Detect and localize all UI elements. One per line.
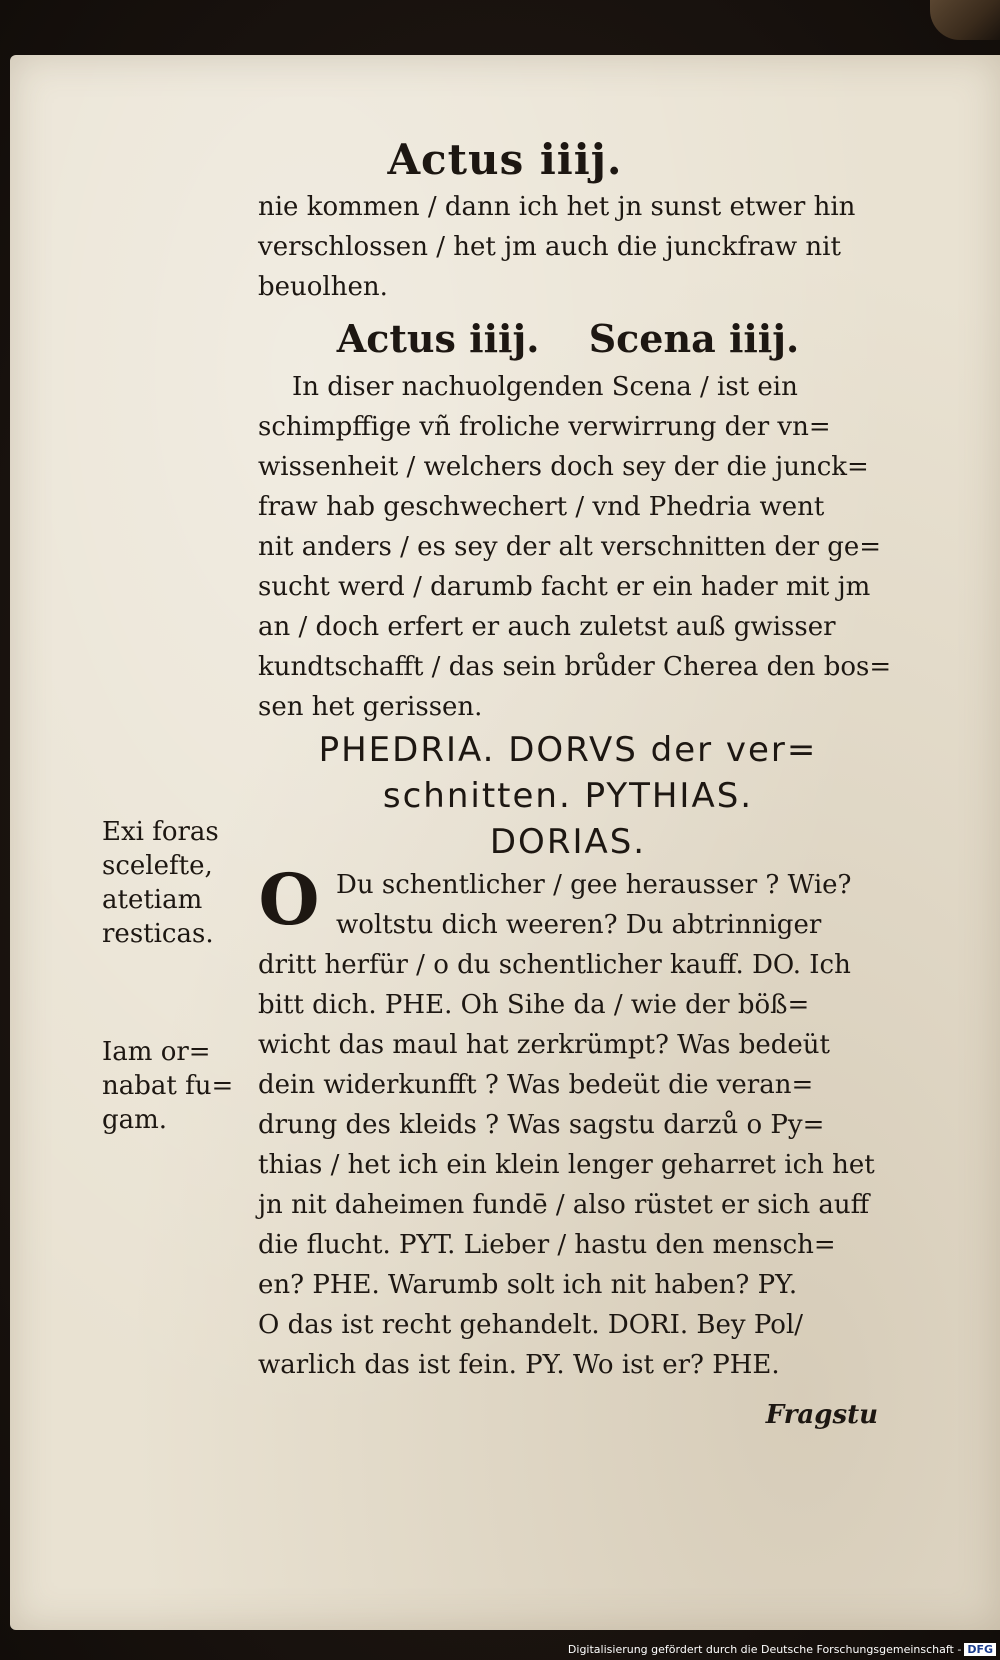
dfg-logo: DFG bbox=[964, 1643, 996, 1656]
book-page bbox=[10, 55, 1000, 1630]
catchword: Fragstu bbox=[765, 1400, 878, 1430]
credit-text: Digitalisierung gefördert durch die Deutsche Forschungsgemeinschaft - bbox=[567, 1643, 962, 1656]
dialogue-line: en? PHE. Warumb solt ich nit haben? PY. bbox=[258, 1270, 798, 1300]
dialogue-line: woltstu dich weeren? Du abtrinniger bbox=[336, 910, 822, 940]
scene-title-scene: Scena iiij. bbox=[588, 316, 800, 361]
text-line: nie kommen / dann ich het jn sunst etwer hin bbox=[258, 192, 856, 222]
cast-line: schnitten. PYTHIAS. bbox=[382, 776, 754, 816]
dialogue-line: jn nit daheimen fundē / also rüstet er sich auff bbox=[258, 1190, 870, 1220]
argument-line: sen het gerissen. bbox=[258, 692, 483, 722]
argument-line: schimpffige vñ froliche verwirrung der vn= bbox=[258, 412, 831, 442]
text-line: beuolhen. bbox=[258, 272, 388, 302]
cast-line: PHEDRIA. DORVS der ver= bbox=[318, 730, 818, 770]
scene-title bbox=[258, 307, 878, 367]
margin-note-line: Exi foras bbox=[102, 817, 219, 847]
argument-line: wissenheit / welchers doch sey der die junck= bbox=[258, 452, 869, 482]
text-line: verschlossen / het jm auch die junckfraw nit bbox=[258, 232, 841, 262]
scene-title-act: Actus iiij. bbox=[336, 316, 540, 361]
margin-note-latin bbox=[102, 1035, 252, 1137]
argument-line: fraw hab geschwechert / vnd Phedria went bbox=[258, 492, 825, 522]
dialogue-line: dein widerkunfft ? Was bedeüt die veran= bbox=[258, 1070, 814, 1100]
dialogue-line: bitt dich. PHE. Oh Sihe da / wie der böß= bbox=[258, 990, 810, 1020]
drop-cap: O bbox=[258, 858, 320, 941]
margin-note-line: atetiam bbox=[102, 885, 203, 915]
dialogue-line: wicht das maul hat zerkrümpt? Was bedeüt bbox=[258, 1030, 830, 1060]
dialogue-line: Du schentlicher / gee herausser ? Wie? bbox=[336, 870, 852, 900]
argument-line: nit anders / es sey der alt verschnitten der ge= bbox=[258, 532, 882, 562]
text-block bbox=[258, 187, 892, 1435]
digitization-credit bbox=[568, 1643, 996, 1656]
argument-line: kundtschafft / das sein brůder Cherea den bos= bbox=[258, 652, 892, 682]
argument-line: In diser nachuolgenden Scena / ist ein bbox=[292, 372, 798, 402]
dialogue-line: dritt herfür / o du schentlicher kauff. DO. Ich bbox=[258, 950, 851, 980]
running-head: Actus iiij. bbox=[387, 135, 623, 184]
argument-line: sucht werd / darumb facht er ein hader mit jm bbox=[258, 572, 871, 602]
margin-note-line: Iam or= bbox=[102, 1037, 211, 1067]
margin-note-line: scelefte, bbox=[102, 851, 213, 881]
argument-line: an / doch erfert er auch zuletst auß gwisser bbox=[258, 612, 836, 642]
margin-note-latin bbox=[102, 815, 252, 951]
margin-note-line: gam. bbox=[102, 1105, 168, 1135]
dialogue-line: warlich das ist fein. PY. Wo ist er? PHE. bbox=[258, 1350, 780, 1380]
dialogue-line: die flucht. PYT. Lieber / hastu den mensch= bbox=[258, 1230, 836, 1260]
margin-note-line: nabat fu= bbox=[102, 1071, 234, 1101]
dialogue-line: thias / het ich ein klein lenger geharret ich het bbox=[258, 1150, 875, 1180]
dialogue-line: drung des kleids ? Was sagstu darzů o Py= bbox=[258, 1110, 825, 1140]
dialogue-opening bbox=[258, 858, 878, 945]
cast-line: DORIAS. bbox=[489, 822, 647, 862]
dialogue-line: O das ist recht gehandelt. DORI. Bey Pol/ bbox=[258, 1310, 804, 1340]
margin-note-line: resticas. bbox=[102, 919, 214, 949]
